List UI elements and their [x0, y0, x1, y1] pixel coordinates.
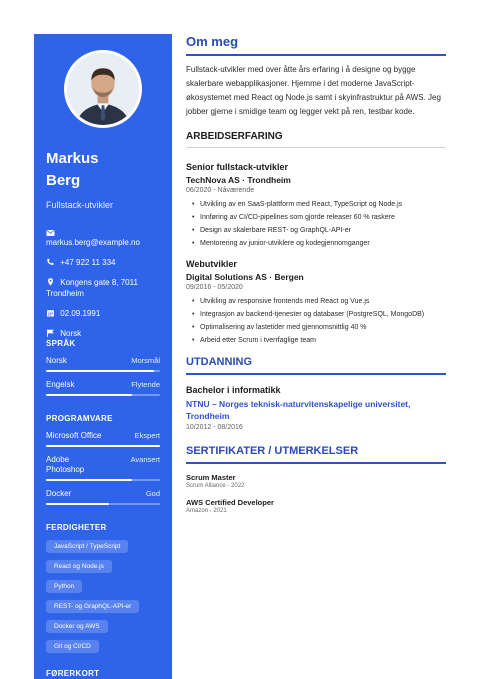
education-entry [186, 385, 446, 431]
cert-issuer: Scrum Alliance - 2022 [186, 483, 245, 489]
language-name: Engelsk [46, 380, 75, 389]
education-heading: UTDANNING [186, 356, 446, 375]
job-bullet: • Mentorering av junior-utviklere og kodegjennomganger [192, 239, 446, 249]
job-entry [186, 259, 446, 346]
first-name: Markus [46, 150, 99, 167]
sidebar [34, 34, 172, 679]
job-bullets [186, 200, 446, 249]
cert-issuer: Amazon - 2021 [186, 508, 227, 514]
software-level-fill [46, 445, 160, 447]
birthdate-text: 02.09.1991 [60, 309, 101, 318]
education-school: NTNU – Norges teknisk-naturvitenskapelige universitet, Trondheim [186, 399, 411, 421]
job-title: Fullstack-utvikler [46, 200, 114, 210]
job-dates: 06/2020 - Nåværende [186, 187, 255, 194]
job-company: Digital Solutions AS · Bergen [186, 272, 304, 282]
software-list [46, 431, 160, 505]
software-item [46, 489, 160, 505]
job-position: Senior fullstack-utvikler [186, 162, 289, 172]
envelope-icon [46, 229, 55, 237]
education-degree: Bachelor i informatikk [186, 385, 281, 395]
nationality-text: Norsk [60, 329, 82, 338]
job-dates: 09/2016 - 05/2020 [186, 284, 243, 291]
contact-birthdate [46, 308, 160, 319]
software-level-fill [46, 479, 132, 481]
contact-phone[interactable] [46, 257, 160, 268]
languages-list [46, 356, 160, 396]
job-entry [186, 162, 446, 249]
software-item [46, 431, 160, 447]
skill-tag: JavaScript / TypeScript [46, 540, 128, 553]
calendar-icon [46, 309, 55, 317]
skill-tag: REST- og GraphQL-API-er [46, 600, 139, 613]
software-level: God [145, 489, 160, 498]
license-heading: FØRERKORT [46, 669, 100, 678]
email-text: markus.berg@example.no [46, 238, 140, 247]
language-level-bar [46, 394, 160, 396]
software-level-fill [46, 503, 109, 505]
job-position: Webutvikler [186, 259, 237, 269]
language-level-bar [46, 370, 160, 372]
skill-tag: Python [46, 580, 82, 593]
contact-nationality [46, 328, 160, 339]
software-level: Avansert [130, 455, 160, 464]
job-bullet: • Arbeid etter Scrum i tverrfaglige team [192, 336, 446, 346]
software-level-bar [46, 445, 160, 447]
main-content [186, 34, 446, 514]
job-bullet: • Innføring av CI/CD-pipelines som gjorde releaser 60 % raskere [192, 213, 446, 223]
job-bullet: • Design av skalerbare REST- og GraphQL-API-er [192, 226, 446, 236]
person-portrait-icon [67, 53, 139, 125]
last-name: Berg [46, 172, 81, 189]
language-level-fill [46, 370, 154, 372]
contact-info [46, 229, 160, 339]
job-bullet: • Utvikling av responsive frontends med React og Vue.js [192, 297, 446, 307]
software-level-bar [46, 479, 160, 481]
job-bullet: • Optimalisering av lastetider med gjennomsnittlig 40 % [192, 323, 446, 333]
language-level-fill [46, 394, 132, 396]
software-heading: PROGRAMVARE [46, 414, 113, 423]
skills-tags [46, 540, 160, 653]
flag-icon [46, 329, 55, 337]
software-level: Ekspert [134, 431, 160, 440]
job-bullets [186, 297, 446, 346]
job-company: TechNova AS · Trondheim [186, 175, 291, 185]
contact-email[interactable] [46, 229, 160, 248]
address-line1: Kongens gate 8, 7011 [60, 278, 138, 287]
cert-entry [186, 498, 446, 514]
language-level: Morsmål [131, 356, 160, 365]
language-item [46, 380, 160, 396]
skill-tag: Git og CI/CD [46, 640, 99, 653]
languages-heading: SPRÅK [46, 339, 76, 348]
job-bullet: • Utvikling av en SaaS-plattform med React, TypeScript og Node.js [192, 200, 446, 210]
software-level-bar [46, 503, 160, 505]
contact-address [46, 277, 160, 299]
cert-title: Scrum Master [186, 473, 236, 482]
language-level: Flytende [131, 380, 160, 389]
software-name: Adobe Photoshop [46, 455, 85, 474]
language-name: Norsk [46, 356, 67, 365]
software-item [46, 455, 160, 481]
experience-heading: ARBEIDSERFARING [186, 131, 446, 148]
phone-icon [46, 258, 55, 266]
job-bullet: • Integrasjon av backend-tjenester og databaser (PostgreSQL, MongoDB) [192, 310, 446, 320]
software-name: Microsoft Office [46, 431, 102, 440]
skills-heading: FERDIGHETER [46, 523, 107, 532]
cert-title: AWS Certified Developer [186, 498, 274, 507]
skill-tag: Docker og AWS [46, 620, 108, 633]
language-item [46, 356, 160, 372]
location-pin-icon [46, 278, 55, 286]
certs-heading: SERTIFIKATER / UTMERKELSER [186, 445, 446, 464]
cert-entry [186, 473, 446, 489]
phone-text: +47 922 11 334 [60, 258, 116, 267]
about-text: Fullstack-utvikler med over åtte års erfaring i å designe og bygge skalerbare webapplikasjoner. Hjemme i det moderne JavaScript-økosystemet med React og Node.js samt i skyinfrastruktur på AWS. Jeg jobber gjerne i smidige team og legger vekt på ren, testbar kode. [186, 65, 441, 116]
skill-tag: React og Node.js [46, 560, 112, 573]
address-line2: Trondheim [46, 289, 84, 298]
education-dates: 10/2012 - 08/2016 [186, 424, 243, 431]
software-name: Docker [46, 489, 72, 498]
about-heading: Om meg [186, 34, 446, 56]
profile-photo [64, 50, 142, 128]
